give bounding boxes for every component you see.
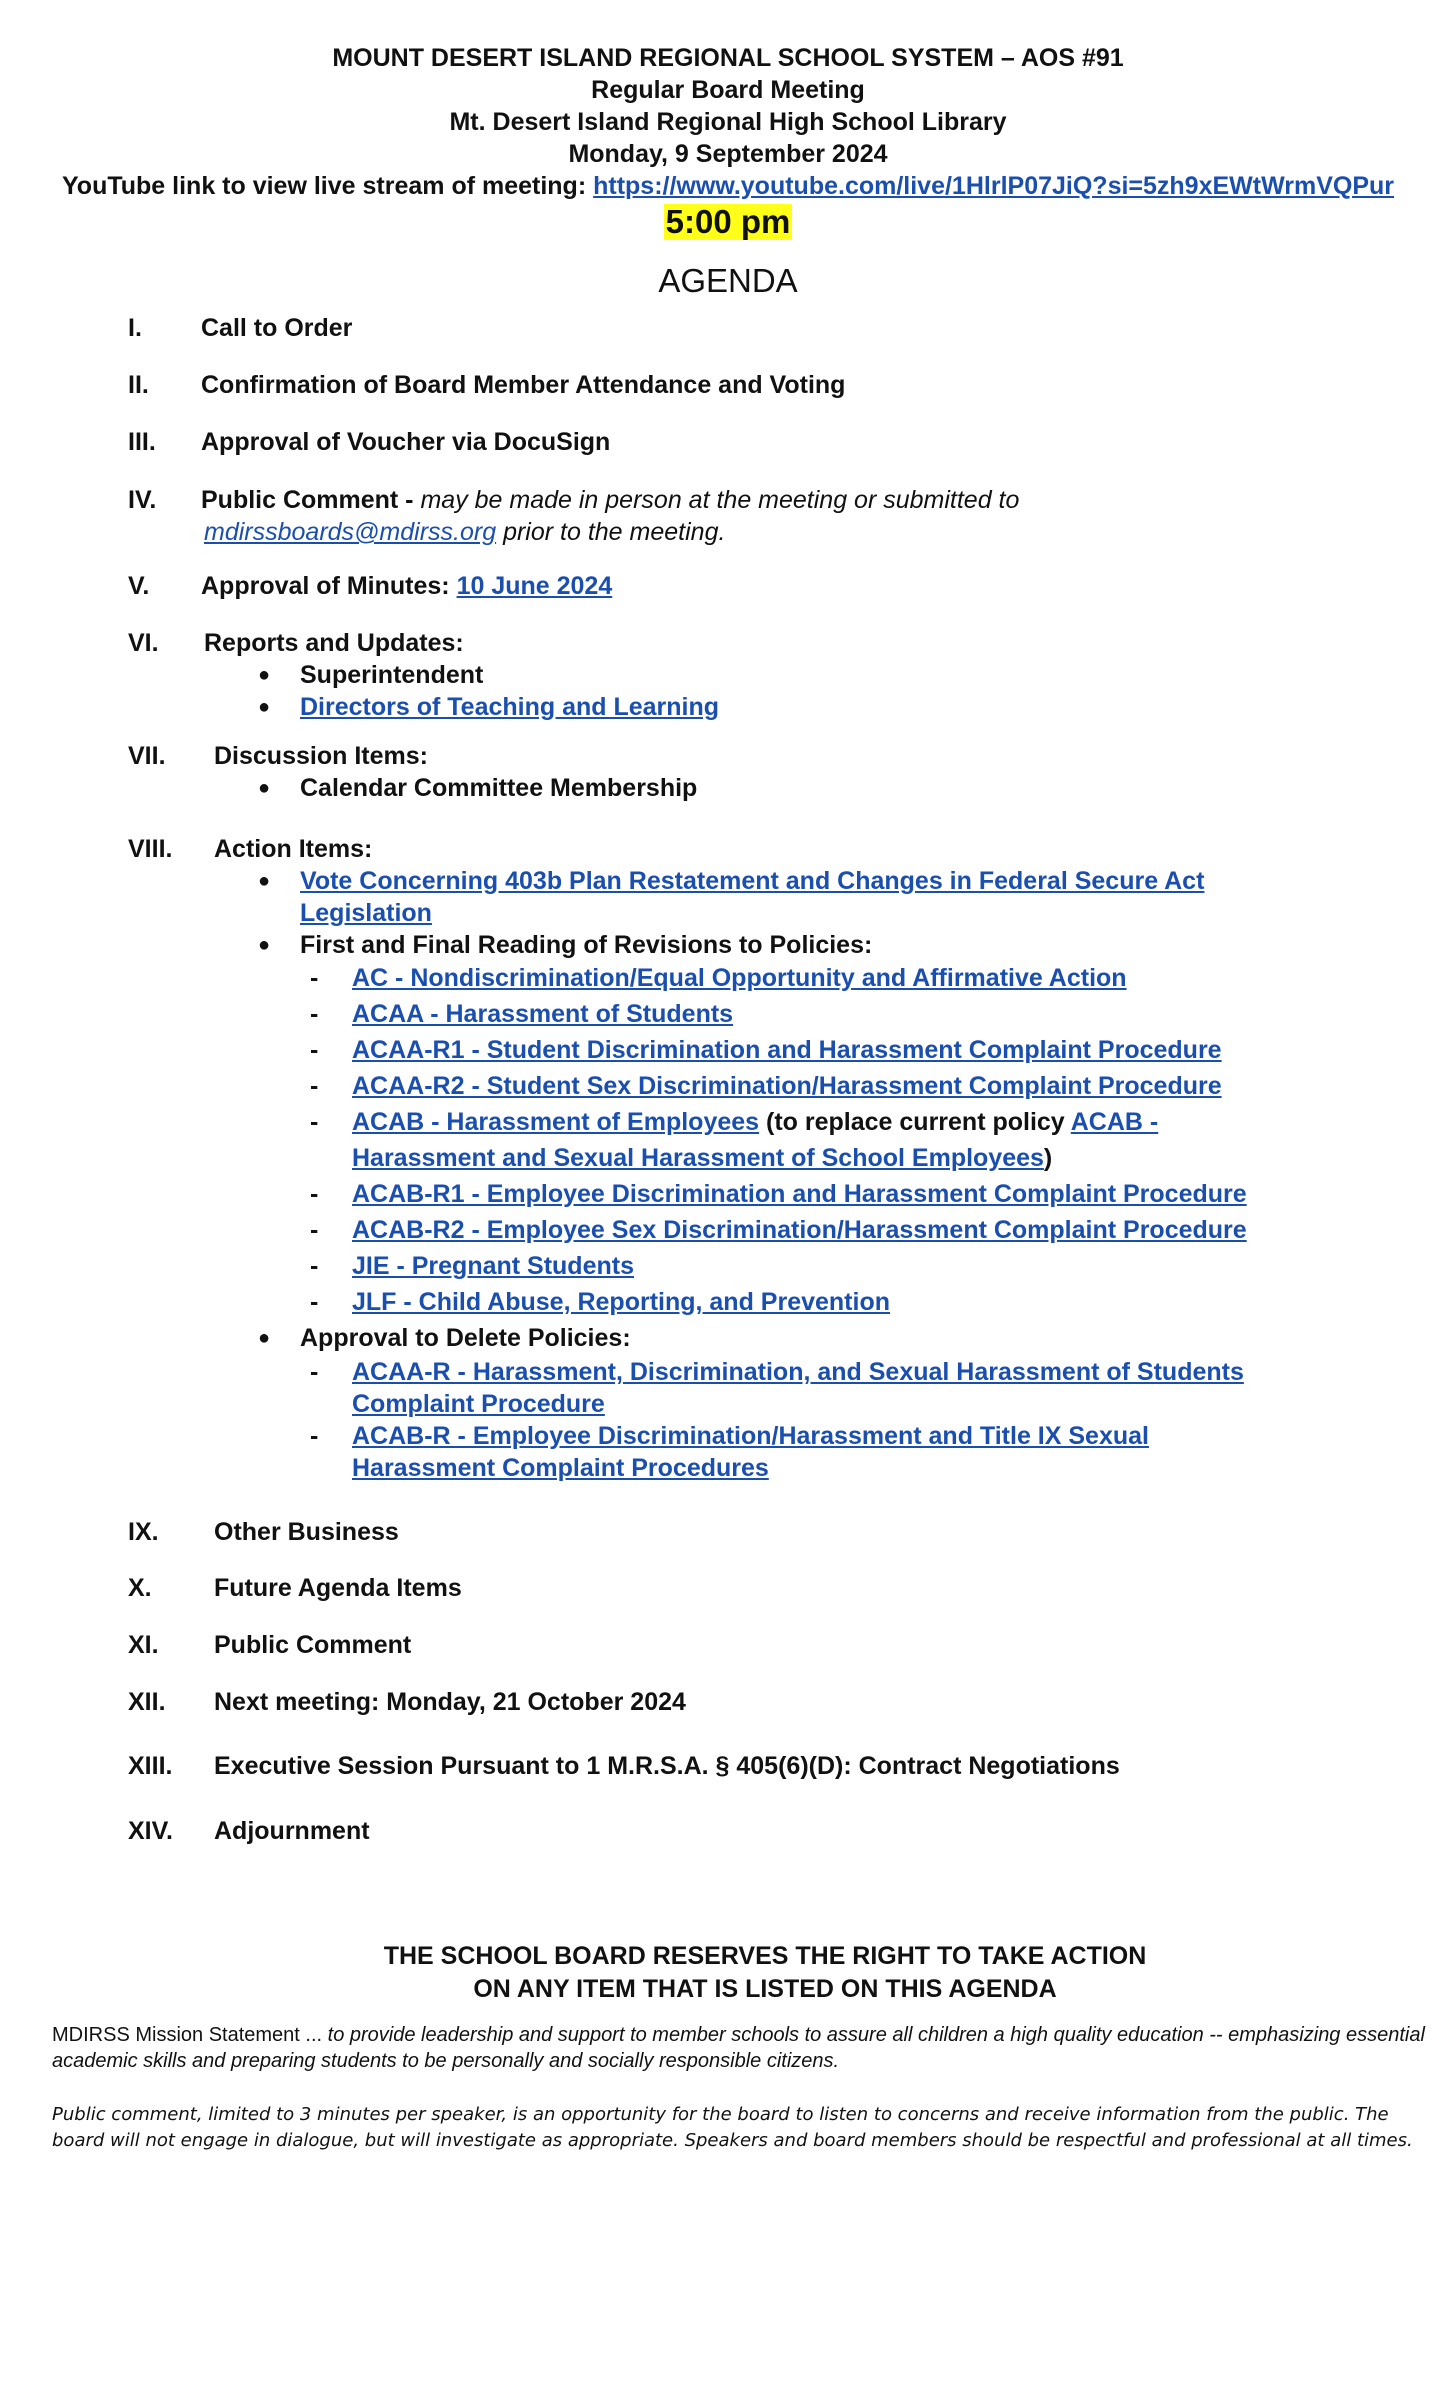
- item-number: V.: [128, 572, 150, 600]
- bullet-icon: ●: [258, 1327, 271, 1349]
- replace-note: (to replace current policy: [766, 1108, 1065, 1136]
- item-text: Reports and Updates:: [204, 629, 464, 657]
- item-text: Discussion Items:: [214, 742, 428, 770]
- item-text: Call to Order: [201, 314, 353, 342]
- public-comment-note-end: prior to the meeting.: [503, 518, 726, 546]
- item-number: X.: [128, 1574, 152, 1602]
- document-header: [0, 42, 1456, 241]
- delete-policy-link-acab-r[interactable]: ACAB-R - Employee Discrimination/Harassment and Title IX Sexual: [352, 1422, 1149, 1450]
- org-title: MOUNT DESERT ISLAND REGIONAL SCHOOL SYSTEM – AOS #91: [332, 44, 1124, 72]
- reserve-statement: [0, 1940, 1456, 2006]
- meeting-type: Regular Board Meeting: [591, 76, 865, 104]
- dash-marker: -: [310, 1252, 319, 1280]
- item-number: VI.: [128, 629, 159, 657]
- delete-policy-link-acaa-r-cont[interactable]: Complaint Procedure: [352, 1390, 605, 1418]
- item-text: Adjournment: [214, 1817, 370, 1845]
- item-text: First and Final Reading of Revisions to Policies:: [300, 931, 873, 959]
- bullet-icon: ●: [258, 696, 271, 718]
- item-number: VII.: [128, 742, 166, 770]
- meeting-date: Monday, 9 September 2024: [568, 140, 888, 168]
- delete-policy-link-acab-r-cont[interactable]: Harassment Complaint Procedures: [352, 1454, 769, 1482]
- item-number: XIV.: [128, 1817, 173, 1845]
- item-number: XI.: [128, 1631, 159, 1659]
- agenda-title: AGENDA: [658, 262, 798, 299]
- youtube-link[interactable]: https://www.youtube.com/live/1HlrlP07JiQ?si=5zh9xEWtWrmVQPur: [593, 172, 1394, 200]
- reserve-line-1: THE SCHOOL BOARD RESERVES THE RIGHT TO TAKE ACTION: [383, 1942, 1147, 1970]
- item-text: Action Items:: [214, 835, 373, 863]
- dash-marker: -: [310, 964, 319, 992]
- youtube-label: YouTube link to view live stream of meeting:: [61, 172, 587, 200]
- directors-report-link[interactable]: Directors of Teaching and Learning: [300, 693, 720, 721]
- replace-note-end: ): [1043, 1144, 1053, 1172]
- dash-marker: -: [310, 1216, 319, 1244]
- policy-link-acab-r1[interactable]: ACAB-R1 - Employee Discrimination and Harassment Complaint Procedure: [352, 1180, 1247, 1208]
- policy-link-jlf[interactable]: JLF - Child Abuse, Reporting, and Prevention: [352, 1288, 890, 1316]
- item-number: XII.: [128, 1688, 166, 1716]
- item-text: Public Comment: [214, 1631, 412, 1659]
- bullet-icon: ●: [258, 934, 271, 956]
- youtube-line: [0, 170, 1456, 202]
- dash-marker: -: [310, 1288, 319, 1316]
- policy-link-ac[interactable]: AC - Nondiscrimination/Equal Opportunity and Affirmative Action: [352, 964, 1127, 992]
- item-number: I.: [128, 314, 142, 342]
- dash-marker: -: [310, 1422, 319, 1450]
- mission-statement: [52, 2022, 1432, 2074]
- policy-link-acab-r2[interactable]: ACAB-R2 - Employee Sex Discrimination/Harassment Complaint Procedure: [352, 1216, 1247, 1244]
- bullet-icon: ●: [258, 870, 271, 892]
- dash-marker: -: [310, 1072, 319, 1100]
- policy-link-acab-current[interactable]: ACAB -: [1070, 1108, 1159, 1136]
- mission-text: to provide leadership and support to member schools to assure all children a high quality education -- emphasizing essential academic skills and preparing students to be personally and socially responsible citizens.: [52, 2024, 1425, 2072]
- item-text: Superintendent: [300, 661, 484, 689]
- policy-link-acaa-r2[interactable]: ACAA-R2 - Student Sex Discrimination/Harassment Complaint Procedure: [352, 1072, 1222, 1100]
- dash-marker: -: [310, 1180, 319, 1208]
- policy-link-jie[interactable]: JIE - Pregnant Students: [352, 1252, 634, 1280]
- dash-marker: -: [310, 1108, 319, 1136]
- item-text: Approval of Voucher via DocuSign: [201, 428, 611, 456]
- policy-link-acab[interactable]: ACAB - Harassment of Employees: [352, 1108, 760, 1136]
- dash-marker: -: [310, 1000, 319, 1028]
- item-text: Confirmation of Board Member Attendance and Voting: [201, 371, 846, 399]
- dash-marker: -: [310, 1358, 319, 1386]
- reserve-line-2: ON ANY ITEM THAT IS LISTED ON THIS AGENDA: [473, 1975, 1057, 2003]
- 403b-vote-link[interactable]: Vote Concerning 403b Plan Restatement and Changes in Federal Secure Act: [300, 867, 1205, 895]
- policy-link-acaa-r1[interactable]: ACAA-R1 - Student Discrimination and Harassment Complaint Procedure: [352, 1036, 1222, 1064]
- item-text: Approval of Minutes:: [201, 572, 450, 600]
- item-text: Executive Session Pursuant to 1 M.R.S.A. § 405(6)(D): Contract Negotiations: [214, 1752, 1120, 1780]
- public-comment-note: may be made in person at the meeting or submitted to: [420, 486, 1020, 514]
- item-text: Other Business: [214, 1518, 399, 1546]
- item-number: II.: [128, 371, 149, 399]
- meeting-location: Mt. Desert Island Regional High School Library: [449, 108, 1007, 136]
- item-text: Calendar Committee Membership: [300, 774, 698, 802]
- item-text: Approval to Delete Policies:: [300, 1324, 631, 1352]
- minutes-link[interactable]: 10 June 2024: [456, 572, 613, 600]
- policy-link-acaa[interactable]: ACAA - Harassment of Students: [352, 1000, 734, 1028]
- item-number: VIII.: [128, 835, 173, 863]
- dash-marker: -: [310, 1036, 319, 1064]
- meeting-time: 5:00 pm: [665, 203, 791, 240]
- item-number: III.: [128, 428, 156, 456]
- item-number: IV.: [128, 486, 157, 514]
- policy-link-acab-current-cont[interactable]: Harassment and Sexual Harassment of School Employees: [352, 1144, 1044, 1172]
- delete-policy-link-acaa-r[interactable]: ACAA-R - Harassment, Discrimination, and Sexual Harassment of Students: [352, 1358, 1244, 1386]
- item-text: Next meeting: Monday, 21 October 2024: [214, 1688, 686, 1716]
- board-email-link[interactable]: mdirssboards@mdirss.org: [204, 518, 497, 546]
- item-number: XIII.: [128, 1752, 173, 1780]
- item-text: Public Comment -: [201, 486, 414, 514]
- item-text: Future Agenda Items: [214, 1574, 462, 1602]
- public-comment-policy: Public comment, limited to 3 minutes per speaker, is an opportunity for the board to listen to concerns and receive information from the public. The board will not engage in dialogue, but will investigate as appropriate. Speakers and board members should be respectful and professional at all times.: [52, 2104, 1413, 2151]
- bullet-icon: ●: [258, 664, 271, 686]
- 403b-vote-link-cont[interactable]: Legislation: [300, 899, 432, 927]
- item-number: IX.: [128, 1518, 159, 1546]
- mission-lead: MDIRSS Mission Statement ...: [52, 2024, 323, 2046]
- bullet-icon: ●: [258, 777, 271, 799]
